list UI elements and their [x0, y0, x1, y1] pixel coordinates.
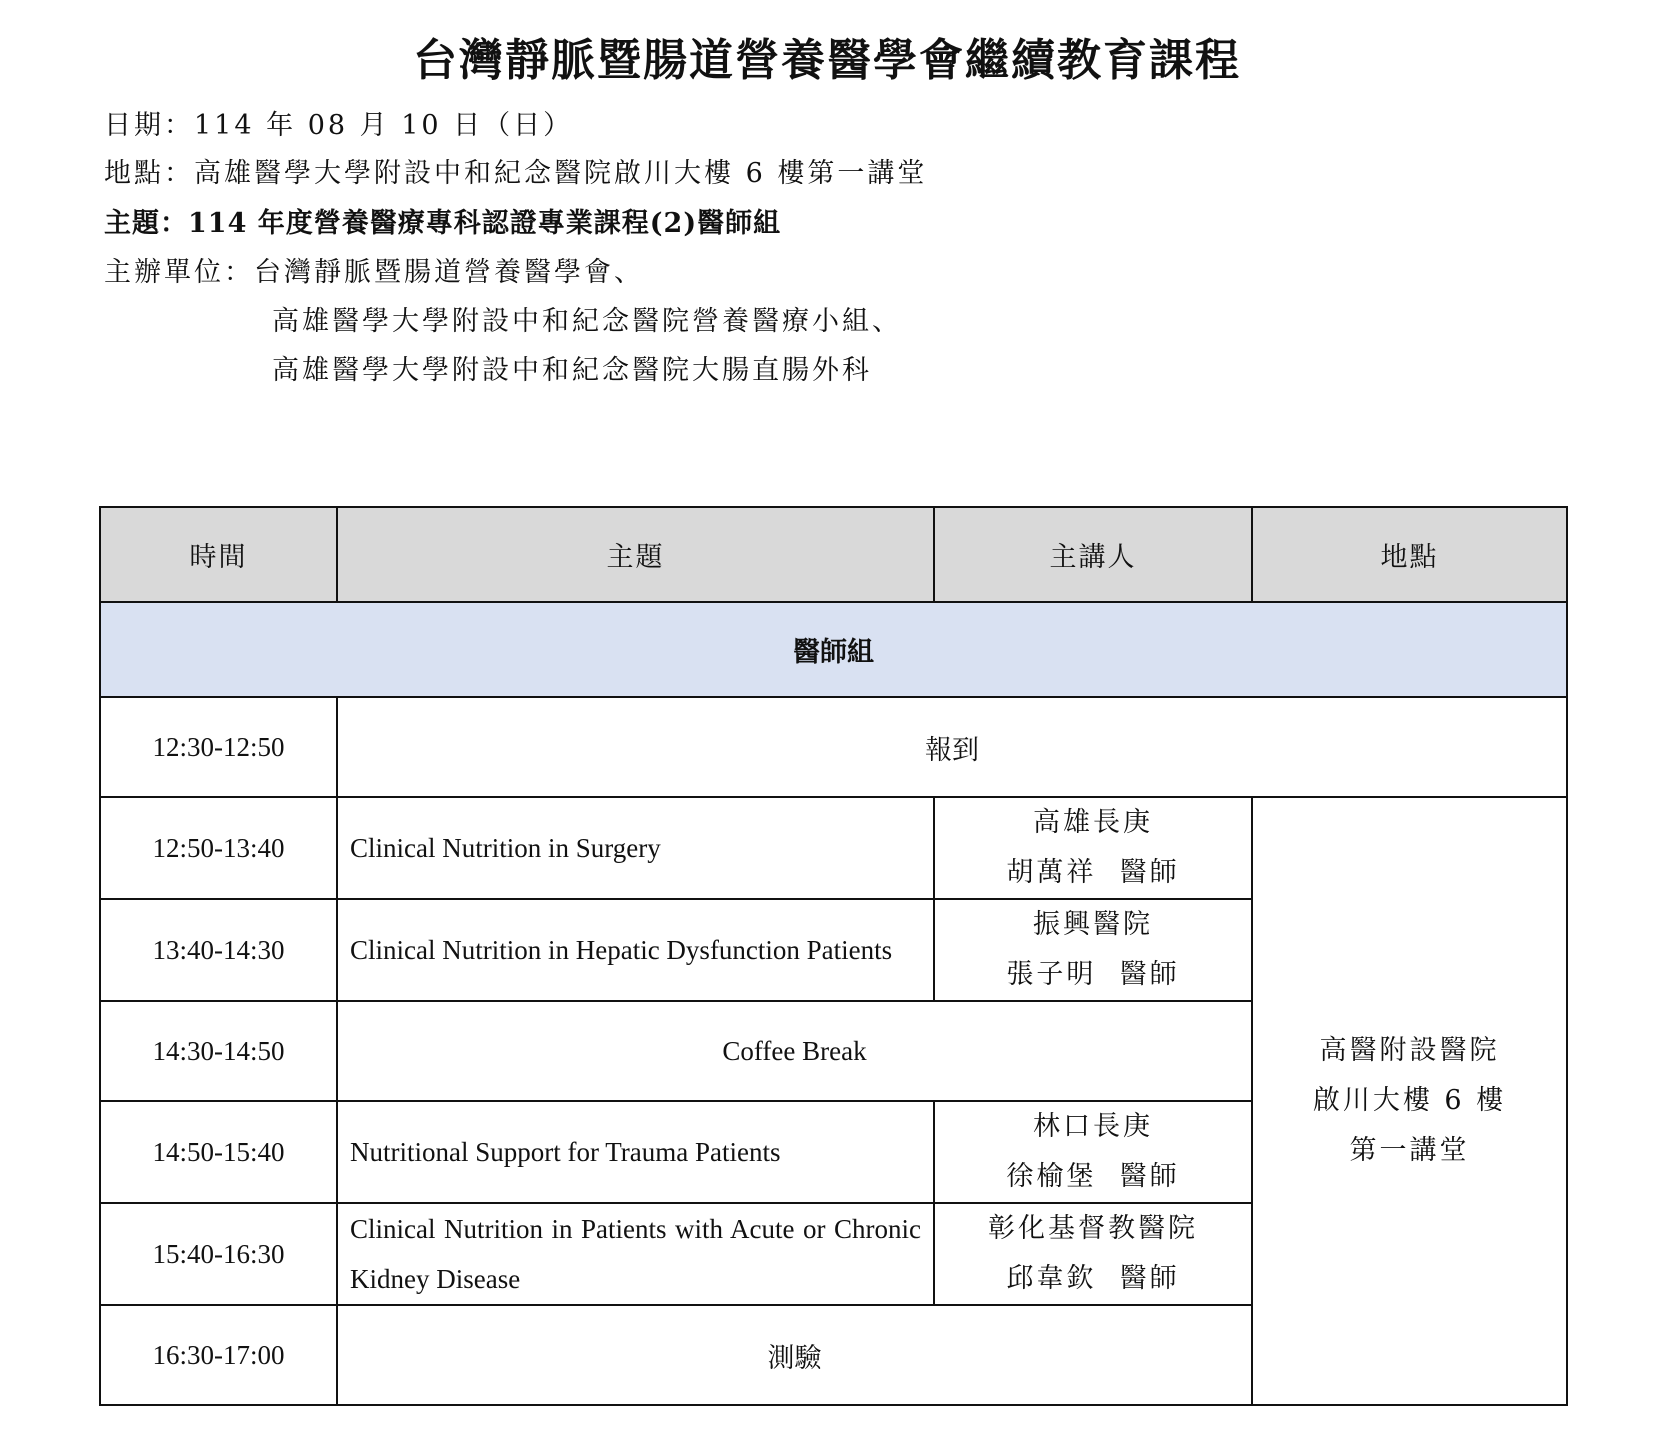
exam-label: 測驗 — [337, 1305, 1252, 1405]
date-label: 日期： — [104, 110, 194, 141]
schedule-table — [99, 506, 1568, 1406]
speaker-name: 徐榆堡 醫師 — [1006, 1161, 1180, 1192]
time-cell: 13:40-14:30 — [100, 899, 337, 1001]
speaker-hospital: 振興醫院 — [1033, 909, 1153, 940]
header-location: 地點 — [1252, 507, 1567, 602]
time-cell: 16:30-17:00 — [100, 1305, 337, 1405]
speaker-cell — [934, 899, 1252, 1001]
speaker-name: 邱韋欽 醫師 — [1006, 1263, 1180, 1294]
organizer-label: 主辦單位： — [104, 257, 254, 288]
table-header-row — [100, 507, 1567, 602]
venue-line: 第一講堂 — [1349, 1135, 1470, 1166]
venue-line: 高醫附設醫院 — [1319, 1035, 1500, 1066]
time-cell: 14:50-15:40 — [100, 1101, 337, 1203]
topic-cell: Clinical Nutrition in Patients with Acute or Chronic Kidney Disease — [337, 1203, 934, 1305]
topic-cell: Clinical Nutrition in Surgery — [337, 797, 934, 899]
topic-cell: Nutritional Support for Trauma Patients — [337, 1101, 934, 1203]
organizer-item: 高雄醫學大學附設中和紀念醫院大腸直腸外科 — [272, 355, 872, 386]
location-line — [104, 156, 927, 192]
speaker-hospital: 林口長庚 — [1033, 1111, 1153, 1142]
topic-cell: Clinical Nutrition in Hepatic Dysfunction Patients — [337, 899, 934, 1001]
organizer-line — [104, 255, 644, 291]
speaker-cell — [934, 1101, 1252, 1203]
speaker-cell — [934, 1203, 1252, 1305]
table-row — [100, 797, 1567, 899]
registration-label: 報到 — [337, 697, 1567, 797]
date-line — [104, 108, 573, 144]
header-topic: 主題 — [337, 507, 934, 602]
organizer-item: 台灣靜脈暨腸道營養醫學會、 — [254, 257, 644, 288]
location-label: 地點： — [104, 158, 194, 189]
time-cell: 14:30-14:50 — [100, 1001, 337, 1101]
location-value: 高雄醫學大學附設中和紀念醫院啟川大樓 6 樓第一講堂 — [194, 158, 928, 189]
venue-line: 啟川大樓 6 樓 — [1312, 1085, 1507, 1116]
speaker-hospital: 高雄長庚 — [1033, 807, 1153, 838]
header-speaker: 主講人 — [934, 507, 1252, 602]
speaker-hospital: 彰化基督教醫院 — [988, 1213, 1198, 1244]
speaker-name: 胡萬祥 醫師 — [1006, 857, 1180, 888]
speaker-name: 張子明 醫師 — [1006, 959, 1180, 990]
time-cell: 15:40-16:30 — [100, 1203, 337, 1305]
break-label: Coffee Break — [337, 1001, 1252, 1101]
group-row — [100, 602, 1567, 697]
topic-line — [104, 206, 781, 242]
date-value: 114 年 08 月 10 日（日） — [194, 110, 574, 141]
speaker-cell — [934, 797, 1252, 899]
topic-label: 主題： — [104, 208, 188, 239]
venue-cell — [1252, 797, 1567, 1405]
topic-value: 114 年度營養醫療專科認證專業課程(2)醫師組 — [188, 208, 782, 239]
table-row — [100, 697, 1567, 797]
time-cell: 12:50-13:40 — [100, 797, 337, 899]
page-title: 台灣靜脈暨腸道營養醫學會繼續教育課程 — [413, 35, 1241, 86]
time-cell: 12:30-12:50 — [100, 697, 337, 797]
header-time: 時間 — [100, 507, 337, 602]
group-label: 醫師組 — [100, 602, 1567, 697]
organizer-item: 高雄醫學大學附設中和紀念醫院營養醫療小組、 — [272, 306, 902, 337]
